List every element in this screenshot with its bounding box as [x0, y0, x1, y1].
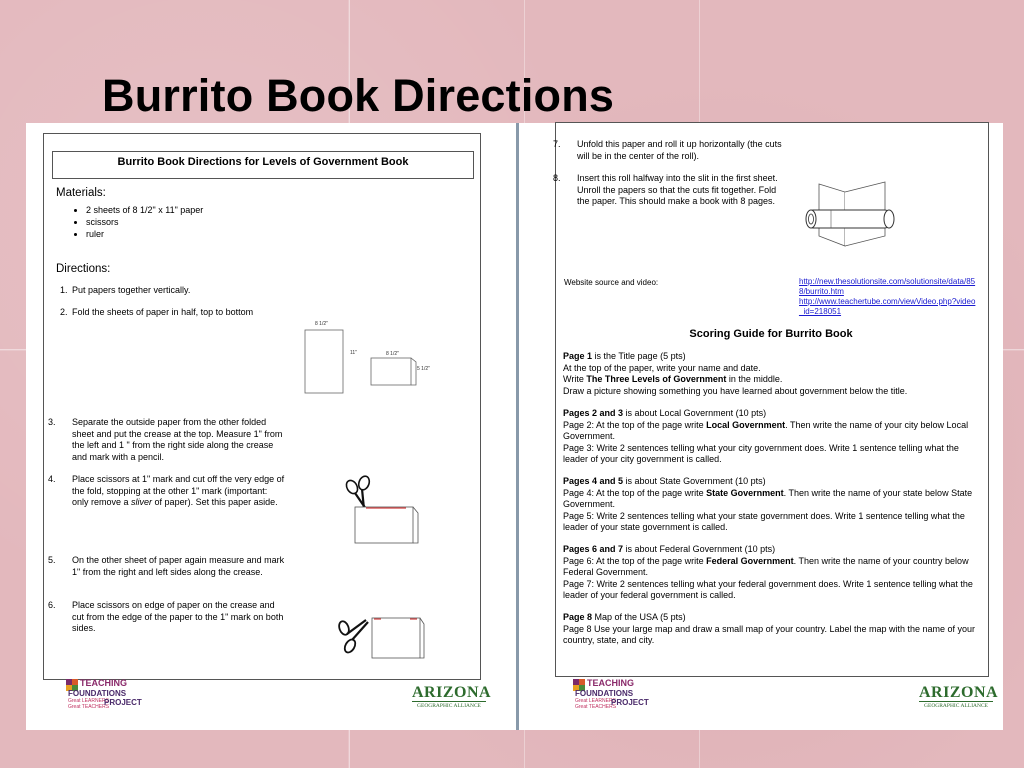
instruction-bold: Local Government: [706, 419, 786, 430]
page-label: Pages 6 and 7: [563, 544, 624, 554]
logo-text: Great LEARNERS: [575, 698, 616, 704]
step-number: 3.: [48, 417, 56, 427]
arizona-geographic-alliance-logo: [412, 684, 492, 710]
fig-label: 11": [350, 350, 357, 356]
step-text-italic: sliver: [131, 497, 153, 507]
arizona-geographic-alliance-logo: [919, 684, 999, 710]
step-number: 7.: [553, 139, 561, 149]
logo-text: FOUNDATIONS: [575, 689, 634, 698]
logo-text: ARIZONA: [412, 684, 492, 701]
step-number: 6.: [48, 600, 56, 610]
scoring-page-1: [563, 351, 983, 397]
scoring-pages-6-7: [563, 544, 983, 602]
paper-fold-figure: [296, 316, 441, 398]
step-number: 5.: [48, 555, 56, 565]
page-title: Map of the USA (5 pts): [592, 612, 686, 622]
step-number: 8.: [553, 173, 561, 183]
materials-list: [58, 204, 203, 240]
page-label: Page 8: [563, 612, 593, 622]
logo-text: TEACHING: [587, 678, 634, 688]
logo-text: ARIZONA: [919, 684, 999, 701]
instruction-bold: The Three Levels of Government: [586, 374, 727, 384]
instruction-line: Page 5: Write 2 sentences telling what your state government does. Write 1 sentence telling what the leader of your state government is called.: [563, 510, 965, 532]
step-6: [48, 600, 286, 635]
instruction-bold: State Government: [706, 487, 784, 498]
instruction-line: in the middle.: [726, 374, 783, 384]
step-8: [553, 173, 785, 208]
instruction-line: Page 2: At the top of the page write: [563, 419, 707, 430]
step-number: 2.: [60, 307, 68, 317]
page-label: Pages 4 and 5: [563, 476, 624, 486]
step-text: Fold the sheets of paper in half, top to bottom: [72, 307, 254, 317]
step-text: Place scissors at 1" mark and cut off the very edge of the fold, stopping at the other 1" mark (important: only remove a: [72, 474, 285, 507]
document-page-left: [26, 123, 516, 730]
step-text: of paper). Set this paper aside.: [152, 497, 278, 507]
logo-text: TEACHING: [80, 678, 127, 688]
step-5: [48, 555, 286, 578]
scoring-pages-4-5: [563, 476, 983, 534]
scissors-icon: [337, 620, 368, 654]
list-item: • 2 sheets of 8 1/2" x 11" paper: [86, 204, 203, 216]
step-1: [60, 285, 290, 297]
fig-label: 5 1/2": [417, 366, 430, 372]
website-label: Website source and video:: [564, 278, 659, 287]
logo-text: GEOGRAPHIC ALLIANCE: [919, 701, 993, 710]
step-text: Place scissors on edge of paper on the crease and cut from the edge of the paper to the 1" mark on both sides.: [72, 600, 284, 633]
scissors-cut-figure: [342, 475, 422, 547]
instruction-line: Page 8 Use your large map and draw a small map of your country. Label the map with the name of your country, state, and city.: [563, 623, 976, 645]
logo-text: PROJECT: [104, 698, 142, 707]
logo-text: GEOGRAPHIC ALLIANCE: [412, 701, 486, 710]
video-link[interactable]: http://www.teachertube.com/viewVideo.php?video_id=218051: [799, 297, 976, 316]
logo-text: PROJECT: [611, 698, 649, 707]
directions-heading: Directions:: [56, 263, 111, 275]
scoring-guide-title: Scoring Guide for Burrito Book: [689, 328, 853, 340]
page-label: Page 1: [563, 351, 593, 361]
instruction-line: Page 6: At the top of the page write: [563, 555, 707, 566]
page-title: is the Title page (5 pts): [592, 351, 686, 361]
step-number: 1.: [60, 285, 68, 295]
doc-title-box: Burrito Book Directions for Levels of Government Book: [52, 151, 474, 179]
page-title: is about Federal Government (10 pts): [623, 544, 776, 554]
step-3: [48, 417, 286, 463]
logo-text: Great TEACHERS: [575, 704, 617, 710]
document-page-right: [519, 123, 1003, 730]
logo-text: Great LEARNERS: [68, 698, 109, 704]
fig-label: 8 1/2": [386, 351, 399, 357]
scoring-pages-2-3: [563, 408, 983, 466]
step-text: Insert this roll halfway into the slit in the first sheet. Unroll the papers so that the cuts fit together. Fold the paper. This should make a book with 8 pages.: [577, 173, 778, 206]
step-7: [553, 139, 785, 162]
page-title: is about Local Government (10 pts): [623, 408, 767, 418]
scissors-crease-figure: [336, 606, 428, 662]
materials-heading: Materials:: [56, 187, 106, 199]
slide-title: Burrito Book Directions: [102, 70, 615, 121]
step-text: Unfold this paper and roll it up horizontally (the cuts will be in the center of the roll).: [577, 139, 782, 161]
step-text: On the other sheet of paper again measure and mark 1" from the right and left sides along the crease.: [72, 555, 285, 577]
page-label: Pages 2 and 3: [563, 408, 624, 418]
step-text: Separate the outside paper from the other folded sheet and put the crease at the top. Measure 1" from the left and 1 " from the right side along the crease and mark with a pencil.: [72, 417, 283, 462]
instruction-line: At the top of the paper, write your name and date.: [563, 362, 761, 373]
step-text: Put papers together vertically.: [72, 285, 191, 295]
step-2: [60, 307, 320, 319]
scissors-icon: [344, 475, 371, 509]
instruction-line: . Then write the name of your country below Federal Government.: [563, 555, 969, 577]
instruction-line: Draw a picture showing something you have learned about government below the title.: [563, 385, 908, 396]
step-4: [48, 474, 286, 509]
instruction-bold: Federal Government: [706, 555, 794, 566]
logo-text: FOUNDATIONS: [68, 689, 127, 698]
list-item: • ruler: [86, 228, 203, 240]
instruction-line: . Then write the name of your city below Local Government.: [563, 419, 969, 441]
instruction-line: Page 7: Write 2 sentences telling what your federal government does. Write 1 sentence telling what the leader of your federal government is called.: [563, 578, 973, 600]
instruction-line: Page 4: At the top of the page write: [563, 487, 707, 498]
roll-insert-figure: [801, 178, 901, 250]
list-item: • scissors: [86, 216, 203, 228]
instruction-line: Page 3: Write 2 sentences telling what your city government does. Write 1 sentence telling what the leader of your city government is called.: [563, 442, 959, 464]
instruction-line: . Then write the name of your state below State Government.: [563, 487, 973, 509]
page-title: is about State Government (10 pts): [623, 476, 766, 486]
instruction-line: Write: [563, 374, 587, 384]
fig-label: 8 1/2": [315, 321, 328, 327]
logo-text: Great TEACHERS: [68, 704, 110, 710]
scoring-page-8: [563, 612, 983, 647]
step-number: 4.: [48, 474, 56, 484]
source-link[interactable]: http://new.thesolutionsite.com/solutionsite/data/858/burrito.htm: [799, 277, 976, 296]
